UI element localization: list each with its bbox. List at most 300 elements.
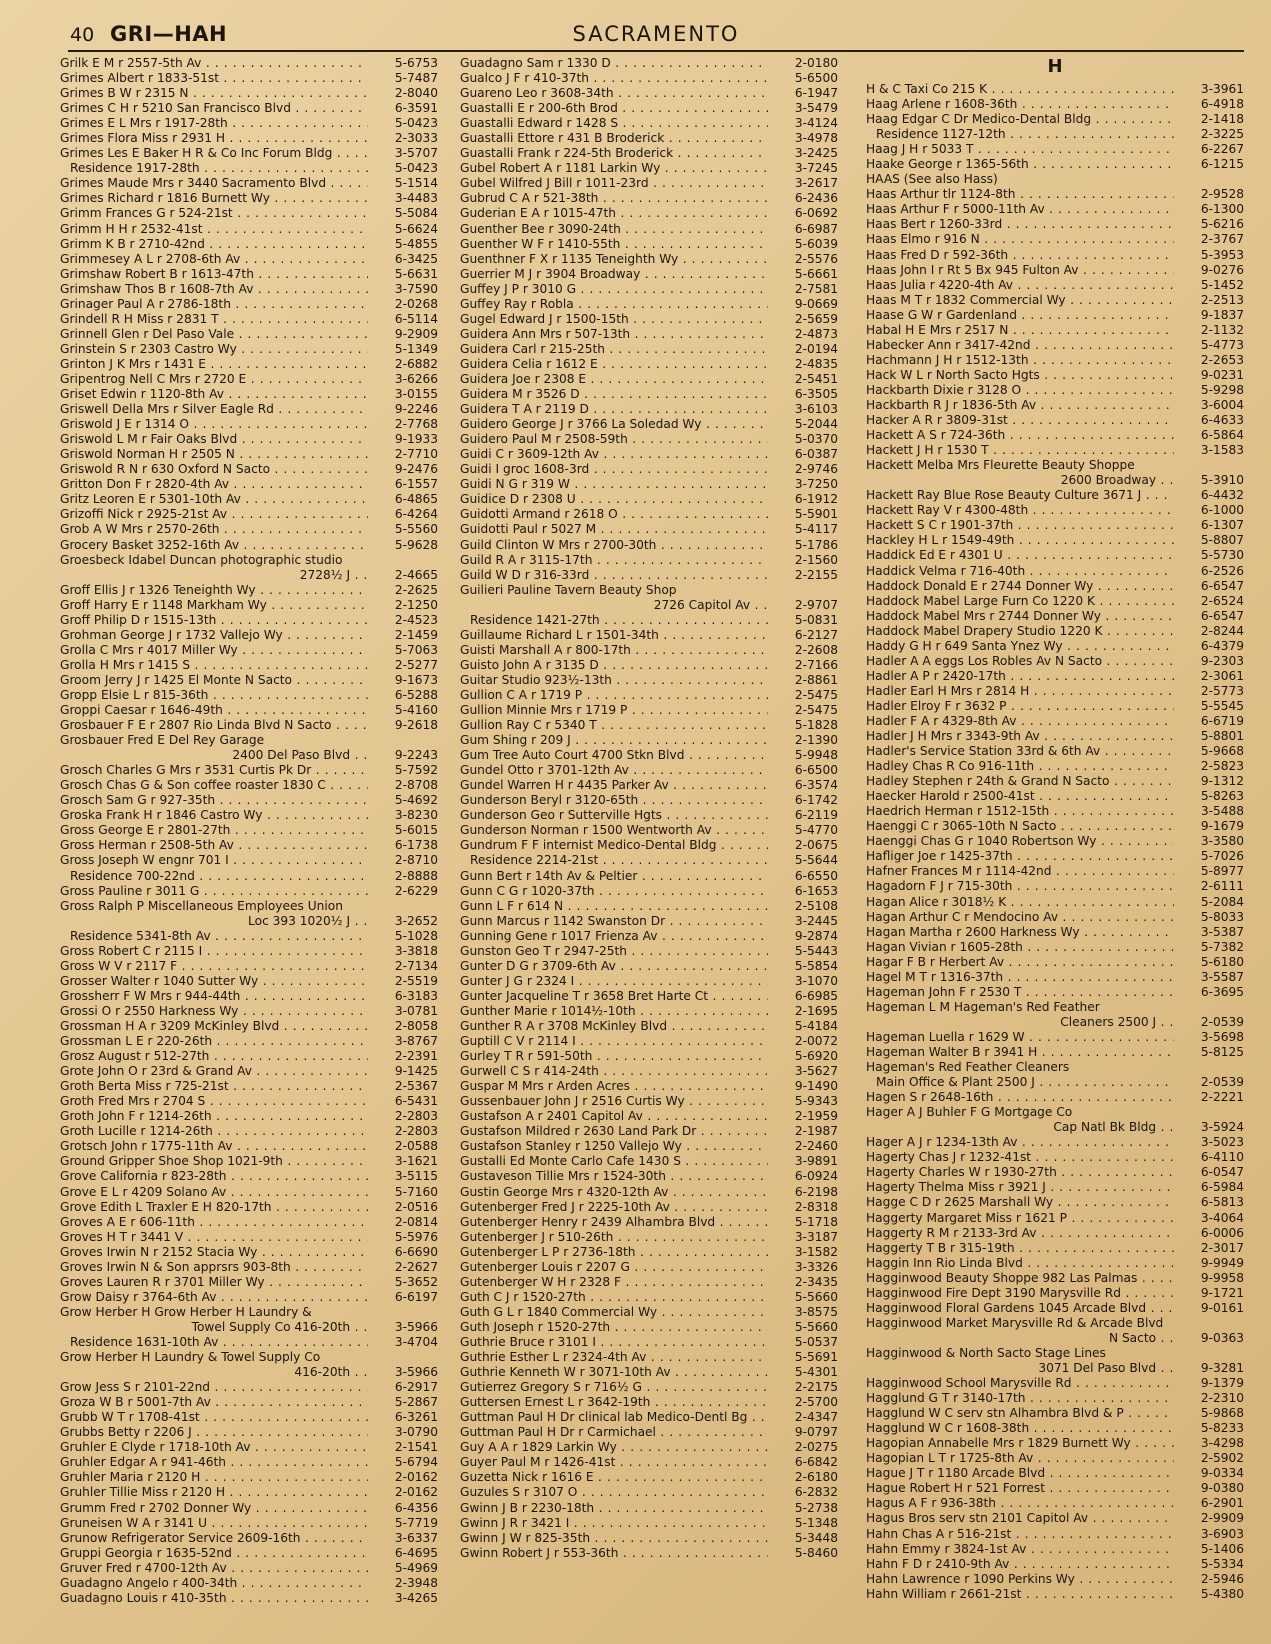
entry-text: Gross Herman r 2508-5th Av . . .	[60, 838, 368, 853]
entry-text: Guitar Studio 923½-13th . . .	[460, 673, 768, 688]
phone-number: 5-0423	[394, 116, 438, 131]
phone-number: 2-7710	[394, 447, 438, 462]
entry-text: Gross Pauline r 3011 G . . .	[60, 884, 368, 899]
directory-entry	[866, 1391, 1244, 1406]
directory-entry	[866, 1451, 1244, 1466]
phone-number: 5-0423	[394, 161, 438, 176]
phone-number: 6-4633	[1200, 413, 1244, 428]
directory-entry	[460, 297, 838, 312]
entry-text: Guerrier M J r 3904 Broadway . . .	[460, 267, 768, 282]
directory-entry	[866, 1211, 1244, 1226]
entry-text: Habal H E Mrs r 2517 N . . .	[866, 323, 1174, 338]
directory-entry	[60, 808, 438, 823]
phone-number: 2-0539	[1200, 1014, 1244, 1029]
directory-entry	[866, 398, 1244, 413]
directory-entry	[460, 1501, 838, 1516]
phone-number: 5-1718	[794, 1214, 838, 1229]
directory-entry	[60, 553, 438, 568]
phone-number: 5-4301	[794, 1365, 838, 1380]
directory-entry	[60, 1245, 438, 1260]
phone-number: 6-1000	[1200, 503, 1244, 518]
phone-number: 2-5700	[794, 1395, 838, 1410]
directory-entry	[866, 1346, 1244, 1361]
directory-entry	[460, 673, 838, 688]
phone-number: 2-3435	[794, 1274, 838, 1289]
directory-entry	[866, 518, 1244, 533]
entry-text: Haddick Velma r 716-40th . . .	[866, 564, 1174, 579]
entry-text: Haggerty T B r 315-19th . . .	[866, 1241, 1174, 1256]
phone-number: 5-9948	[794, 748, 838, 763]
directory-entry	[460, 1290, 838, 1305]
entry-text: Hack W L r North Sacto Hgts . . .	[866, 368, 1174, 383]
entry-text: Guild W D r 316-33rd . . .	[460, 568, 768, 583]
directory-entry	[460, 808, 838, 823]
entry-text: Guidero George J r 3766 La Soledad Wy . . .	[460, 417, 768, 432]
directory-entry	[460, 131, 838, 146]
entry-text: Grow Herber H Grow Herber H Laundry &	[60, 1304, 312, 1319]
directory-entry	[460, 522, 838, 537]
phone-number: 6-3505	[794, 387, 838, 402]
phone-number: 6-6690	[394, 1244, 438, 1259]
entry-text: Guthrie Bruce r 3101 I . . .	[460, 1335, 768, 1350]
entry-text: Hagglund W C serv stn Alhambra Blvd & P . . .	[866, 1406, 1174, 1421]
entry-text: Grimm Frances G r 524-21st . . .	[60, 206, 368, 221]
entry-text: Haake George r 1365-56th . . .	[866, 157, 1174, 172]
directory-entry	[460, 1049, 838, 1064]
directory-entry	[60, 1275, 438, 1290]
entry-text: Griswold Norman H r 2505 N . . .	[60, 447, 368, 462]
phone-number: 2-5367	[394, 1079, 438, 1094]
directory-entry	[866, 759, 1244, 774]
entry-text: Guidera Joe r 2308 E . . .	[460, 372, 768, 387]
directory-entry	[460, 1079, 838, 1094]
phone-number: 2-4523	[394, 612, 438, 627]
entry-text: Grunow Refrigerator Service 2609-16th . . .	[60, 1531, 368, 1546]
phone-number: 3-5115	[394, 1169, 438, 1184]
directory-entry	[866, 1587, 1244, 1602]
directory-entry	[460, 1350, 838, 1365]
directory-entry	[60, 191, 438, 206]
directory-entry	[460, 1455, 838, 1470]
directory-entry	[866, 594, 1244, 609]
directory-entry	[460, 1245, 838, 1260]
entry-text: Residence 700-22nd . . .	[60, 869, 368, 884]
directory-entry	[460, 1365, 838, 1380]
phone-number: 2-5659	[794, 311, 838, 326]
phone-number: 5-0537	[794, 1334, 838, 1349]
entry-text: Hague Robert H r 521 Forrest . . .	[866, 1481, 1174, 1496]
directory-entry	[60, 206, 438, 221]
entry-text: Haddock Donald E r 2744 Donner Wy . . .	[866, 579, 1174, 594]
phone-number: 2-0072	[794, 1034, 838, 1049]
entry-text: Gruhler Tillie Miss r 2120 H . . .	[60, 1485, 368, 1500]
phone-number: 5-1786	[794, 537, 838, 552]
entry-text: Grolla H Mrs r 1415 S . . .	[60, 658, 368, 673]
entry-text: Hagar F B r Herbert Av . . .	[866, 955, 1174, 970]
directory-entry	[460, 1154, 838, 1169]
entry-text: Guidera M r 3526 D . . .	[460, 387, 768, 402]
directory-entry	[460, 1230, 838, 1245]
phone-number: 9-1379	[1200, 1376, 1244, 1391]
phone-number: 2-8058	[394, 1019, 438, 1033]
phone-number: 2-6882	[394, 356, 438, 371]
entry-text: Guth C J r 1520-27th . . .	[460, 1290, 768, 1305]
directory-entry	[866, 684, 1244, 699]
entry-text: Groves Irwin N r 2152 Stacia Wy . . .	[60, 1245, 368, 1260]
entry-text: Grinnell Glen r Del Paso Vale . . .	[60, 327, 368, 342]
directory-entry	[866, 97, 1244, 112]
phone-number: 6-2917	[394, 1380, 438, 1395]
directory-entry	[60, 568, 438, 583]
directory-entry	[60, 1440, 438, 1455]
entry-text: Gullion Minnie Mrs r 1719 P . . .	[460, 703, 768, 718]
directory-entry	[460, 1034, 838, 1049]
phone-number: 2-8710	[394, 853, 438, 868]
entry-text: Haas Julia r 4220-4th Av . . .	[866, 278, 1174, 293]
phone-number: 5-9668	[1200, 744, 1244, 759]
directory-entry	[60, 673, 438, 688]
directory-entry	[460, 71, 838, 86]
entry-text: Guidi I groc 1608-3rd . . .	[460, 462, 768, 477]
entry-text: Gripentrog Nell C Mrs r 2720 E . . .	[60, 372, 368, 387]
directory-entry	[866, 1481, 1244, 1496]
directory-entry	[866, 774, 1244, 789]
directory-entry	[460, 1335, 838, 1350]
entry-text: Gruhler Maria r 2120 H . . .	[60, 1470, 368, 1485]
entry-text: Gross Ralph P Miscellaneous Employees Union	[60, 898, 343, 913]
phone-number: 5-7026	[1200, 849, 1244, 864]
directory-entry	[460, 853, 838, 868]
phone-number: 5-5443	[794, 943, 838, 958]
entry-text: Haggerty R M r 2133-3rd Av . . .	[866, 1226, 1174, 1241]
directory-entry	[60, 959, 438, 974]
entry-text: Grove California r 823-28th . . .	[60, 1169, 368, 1184]
entry-text: Haddick Ed E r 4301 U . . .	[866, 548, 1174, 563]
directory-entry	[60, 1139, 438, 1154]
phone-number: 5-2738	[794, 1500, 838, 1515]
directory-entry	[460, 1109, 838, 1124]
page-header	[68, 22, 1244, 52]
phone-number: 2-0275	[794, 1440, 838, 1455]
directory-entry	[866, 1301, 1244, 1316]
phone-number: 6-5813	[1200, 1195, 1244, 1210]
entry-text: Hahn Emmy r 3824-1st Av . . .	[866, 1542, 1174, 1557]
phone-number: 5-8263	[1200, 789, 1244, 804]
directory-entry	[866, 1241, 1244, 1256]
directory-entry	[866, 308, 1244, 323]
phone-number: 5-7160	[394, 1184, 438, 1199]
directory-entry	[60, 387, 438, 402]
directory-entry	[60, 116, 438, 131]
entry-text: Groppi Caesar r 1646-49th . . .	[60, 703, 368, 718]
phone-number: 9-2909	[394, 326, 438, 341]
phone-number: 5-5334	[1200, 1556, 1244, 1571]
entry-text: Grove Edith L Traxler E H 820-17th . . .	[60, 1200, 368, 1215]
directory-entry	[866, 202, 1244, 217]
entry-text: Grindell R H Miss r 2831 T . . .	[60, 312, 368, 327]
phone-number: 2-0268	[394, 296, 438, 311]
directory-entry	[866, 1542, 1244, 1557]
directory-entry	[60, 252, 438, 267]
entry-text: Haag J H r 5033 T . . .	[866, 142, 1174, 157]
page-number: 40	[70, 24, 95, 46]
entry-text: Grolla C Mrs r 4017 Miller Wy . . .	[60, 643, 368, 658]
entry-text: Guttersen Ernest L r 3642-19th . . .	[460, 1395, 768, 1410]
phone-number: 6-1307	[1200, 518, 1244, 533]
entry-text: Grosz August r 512-27th . . .	[60, 1049, 368, 1064]
entry-text: Hahn F D r 2410-9th Av . . .	[866, 1557, 1174, 1572]
phone-number: 2-3948	[394, 1575, 438, 1590]
directory-entry	[460, 613, 838, 628]
phone-number: 2-3767	[1200, 232, 1244, 247]
entry-text: Gussenbauer John J r 2516 Curtis Wy . . .	[460, 1094, 768, 1109]
entry-text: Griswold R N r 630 Oxford N Sacto . . .	[60, 462, 368, 477]
phone-number: 6-5431	[394, 1094, 438, 1109]
directory-entry	[866, 1316, 1244, 1331]
directory-entry	[866, 443, 1244, 458]
directory-entry	[866, 1150, 1244, 1165]
phone-number: 6-5864	[1200, 428, 1244, 443]
phone-number: 9-2874	[794, 928, 838, 943]
directory-entry	[866, 1496, 1244, 1511]
entry-text: Hachmann J H r 1512-13th . . .	[866, 353, 1174, 368]
phone-number: 6-3425	[394, 251, 438, 266]
directory-entry	[60, 1124, 438, 1139]
phone-number: 3-2425	[794, 146, 838, 161]
directory-entry	[866, 1436, 1244, 1451]
entry-text: Haggerty Margaret Miss r 1621 P . . .	[866, 1211, 1174, 1226]
directory-entry	[866, 1120, 1244, 1135]
phone-number: 2-1695	[794, 1003, 838, 1018]
entry-text: Gruver Fred r 4700-12th Av . . .	[60, 1561, 368, 1576]
phone-number: 5-1406	[1200, 1541, 1244, 1556]
directory-entry	[866, 1376, 1244, 1391]
entry-text: Guastalli E r 200-6th Brod . . .	[460, 101, 768, 116]
phone-number: 5-5691	[794, 1350, 838, 1365]
directory-column-2	[460, 56, 838, 1561]
directory-entry	[866, 955, 1244, 970]
directory-entry	[460, 553, 838, 568]
phone-number: 2-5902	[1200, 1451, 1244, 1466]
phone-number: 6-6197	[394, 1289, 438, 1304]
entry-text: Guffey Ray r Robla . . .	[460, 297, 768, 312]
entry-text: Guillaume Richard L r 1501-34th . . .	[460, 628, 768, 643]
entry-text: Residence 1917-28th . . .	[60, 161, 368, 176]
entry-text: Gurwell C S r 414-24th . . .	[460, 1064, 768, 1079]
entry-text: Groesbeck Idabel Duncan photographic studio	[60, 552, 343, 567]
directory-entry	[866, 1226, 1244, 1241]
entry-text: Hagginwood Beauty Shoppe 982 Las Palmas . . .	[866, 1271, 1174, 1286]
entry-text: Guy A A r 1829 Larkin Wy . . .	[460, 1440, 768, 1455]
entry-text: Hagan Martha r 2600 Harkness Wy . . .	[866, 925, 1174, 940]
phone-number: 3-4298	[1200, 1436, 1244, 1451]
directory-entry	[60, 733, 438, 748]
phone-number: 5-4692	[394, 793, 438, 808]
entry-text: Guyer Paul M r 1426-41st . . .	[460, 1455, 768, 1470]
phone-number: 3-0790	[394, 1425, 438, 1440]
directory-entry	[60, 1109, 438, 1124]
entry-text: Gwinn J R r 3421 I . . .	[460, 1516, 768, 1531]
entry-text: Haddock Mabel Mrs r 2744 Donner Wy . . .	[866, 609, 1174, 624]
entry-text: Hageman's Red Feather Cleaners	[866, 1060, 1070, 1075]
directory-entry	[60, 583, 438, 598]
entry-text: Gunn Bert r 14th Av & Peltier . . .	[460, 869, 768, 884]
phone-number: 5-2867	[394, 1395, 438, 1410]
directory-entry	[866, 714, 1244, 729]
entry-text: Hacker A R r 3809-31st . . .	[866, 413, 1174, 428]
phone-number: 2-4665	[394, 567, 438, 582]
entry-text: Grosbauer F E r 2807 Rio Linda Blvd N Sacto . . .	[60, 718, 368, 733]
phone-number: 5-3910	[1200, 473, 1244, 488]
entry-text: Gugel Edward J r 1500-15th . . .	[460, 312, 768, 327]
entry-text: Groff Harry E r 1148 Markham Wy . . .	[60, 598, 368, 613]
phone-number: 5-6753	[394, 56, 438, 70]
entry-text: Guenther W F r 1410-55th . . .	[460, 237, 768, 252]
phone-number: 2-0162	[394, 1485, 438, 1500]
phone-number: 9-0363	[1200, 1330, 1244, 1345]
phone-number: 5-5976	[394, 1229, 438, 1244]
entry-text: Guzetta Nick r 1616 E . . .	[460, 1470, 768, 1485]
directory-entry	[866, 729, 1244, 744]
directory-entry	[460, 252, 838, 267]
phone-number: 9-9949	[1200, 1255, 1244, 1270]
phone-number: 2-8708	[394, 778, 438, 793]
directory-entry	[866, 1060, 1244, 1075]
entry-text: Groth Fred Mrs r 2704 S . . .	[60, 1094, 368, 1109]
directory-entry	[866, 488, 1244, 503]
directory-entry	[60, 1094, 438, 1109]
entry-text: Haenggi Chas G r 1040 Robertson Wy . . .	[866, 834, 1174, 849]
entry-text: Gullion Ray C r 5340 T . . .	[460, 718, 768, 733]
directory-entry	[866, 127, 1244, 142]
entry-text: Guth G L r 1840 Commercial Wy . . .	[460, 1305, 768, 1320]
entry-text: Gunther R A r 3708 McKinley Blvd . . .	[460, 1019, 768, 1034]
phone-number: 5-1514	[394, 176, 438, 191]
phone-number: 6-6547	[1200, 608, 1244, 623]
phone-number: 9-2476	[394, 462, 438, 477]
entry-text: Hahn Lawrence r 1090 Perkins Wy . . .	[866, 1572, 1174, 1587]
phone-number: 5-6180	[1200, 954, 1244, 969]
entry-text: Haddock Mabel Drapery Studio 1220 K . . .	[866, 624, 1174, 639]
phone-number: 3-6004	[1200, 397, 1244, 412]
entry-text: Guthrie Kenneth W r 3071-10th Av . . .	[460, 1365, 768, 1380]
phone-number: 9-1312	[1200, 774, 1244, 789]
phone-number: 3-6103	[794, 402, 838, 417]
phone-number: 9-1721	[1200, 1285, 1244, 1300]
directory-entry	[460, 793, 838, 808]
directory-entry	[460, 86, 838, 101]
entry-text: Guidera Ann Mrs r 507-13th . . .	[460, 327, 768, 342]
entry-text: Haas M T r 1832 Commercial Wy . . .	[866, 293, 1174, 308]
entry-text: Guidotti Paul r 5027 M . . .	[460, 522, 768, 537]
directory-entry	[460, 959, 838, 974]
phone-number: 2-1250	[394, 597, 438, 612]
directory-entry	[460, 944, 838, 959]
directory-entry	[866, 1165, 1244, 1180]
entry-text: Gunter Jacqueline T r 3658 Bret Harte Ct . . .	[460, 989, 768, 1004]
entry-text: Grote John O r 23rd & Grand Av . . .	[60, 1064, 368, 1079]
directory-entry	[460, 628, 838, 643]
directory-entry	[60, 793, 438, 808]
directory-entry	[60, 312, 438, 327]
phone-number: 3-2652	[394, 913, 438, 928]
phone-number: 2-9909	[1200, 1511, 1244, 1526]
entry-text: Gruhler E Clyde r 1718-10th Av . . .	[60, 1440, 368, 1455]
directory-entry	[866, 217, 1244, 232]
phone-number: 3-5488	[1200, 804, 1244, 819]
directory-entry	[60, 56, 438, 71]
entry-text: Gutenberger J r 510-26th . . .	[460, 1230, 768, 1245]
entry-text: Gutenberger Fred J r 2225-10th Av . . .	[460, 1200, 768, 1215]
phone-number: 2-1987	[794, 1124, 838, 1139]
directory-entry	[60, 1576, 438, 1591]
directory-entry	[60, 1501, 438, 1516]
directory-entry	[460, 1546, 838, 1561]
phone-number: 6-1653	[794, 883, 838, 898]
entry-text: Gum Shing r 209 J . . .	[460, 733, 768, 748]
directory-entry	[460, 1516, 838, 1531]
phone-number: 9-0334	[1200, 1466, 1244, 1481]
entry-text: Guffey J P r 3010 G . . .	[460, 282, 768, 297]
directory-entry	[460, 507, 838, 522]
directory-entry	[866, 925, 1244, 940]
phone-number: 3-5587	[1200, 969, 1244, 984]
phone-number: 2-8244	[1200, 623, 1244, 638]
phone-number: 5-5854	[794, 958, 838, 973]
entry-text: Grimshaw Thos B r 1608-7th Av . . .	[60, 282, 368, 297]
entry-text: Gwinn J W r 825-35th . . .	[460, 1531, 768, 1546]
directory-entry	[60, 884, 438, 899]
entry-text: Hagan Alice r 3018½ K . . .	[866, 895, 1174, 910]
entry-text: Hackbarth R J r 1836-5th Av . . .	[866, 398, 1174, 413]
entry-text: Ground Gripper Shoe Shop 1021-9th . . .	[60, 1154, 368, 1169]
entry-text: Hahn William r 2661-21st . . .	[866, 1587, 1174, 1602]
directory-entry	[60, 1305, 438, 1320]
entry-text: Residence 1421-27th . . .	[460, 613, 768, 628]
directory-entry	[60, 748, 438, 763]
directory-entry	[60, 1019, 438, 1034]
phone-number: 5-6920	[794, 1049, 838, 1064]
directory-entry	[460, 372, 838, 387]
directory-entry	[866, 293, 1244, 308]
directory-entry	[60, 1290, 438, 1305]
entry-text: Hageman John F r 2530 T . . .	[866, 985, 1174, 1000]
phone-number: 9-2618	[394, 718, 438, 733]
entry-text: Hackett Ray Blue Rose Beauty Culture 3671 J . . .	[866, 488, 1174, 503]
phone-number: 6-1557	[394, 477, 438, 492]
directory-entry	[60, 1410, 438, 1425]
entry-text: Hagglund G T r 3140-17th . . .	[866, 1391, 1174, 1406]
phone-number: 2-8040	[394, 86, 438, 101]
phone-number: 5-8233	[1200, 1421, 1244, 1436]
entry-text: Hagerty Chas J r 1232-41st . . .	[866, 1150, 1174, 1165]
phone-number: 2-6111	[1200, 879, 1244, 894]
phone-number: 5-4380	[1200, 1586, 1244, 1601]
entry-text: Haas Arthur F r 5000-11th Av . . .	[866, 202, 1174, 217]
directory-entry	[60, 161, 438, 176]
directory-entry	[60, 1260, 438, 1275]
directory-entry	[460, 1425, 838, 1440]
directory-entry	[60, 1169, 438, 1184]
entry-text: Hadler J H Mrs r 3343-9th Av . . .	[866, 729, 1174, 744]
directory-entry	[60, 342, 438, 357]
directory-entry	[60, 899, 438, 914]
city-title: SACRAMENTO	[572, 22, 740, 46]
directory-entry	[60, 327, 438, 342]
phone-number: 9-0797	[794, 1425, 838, 1440]
phone-number: 6-0924	[794, 1169, 838, 1184]
phone-number: 2-5475	[794, 703, 838, 718]
